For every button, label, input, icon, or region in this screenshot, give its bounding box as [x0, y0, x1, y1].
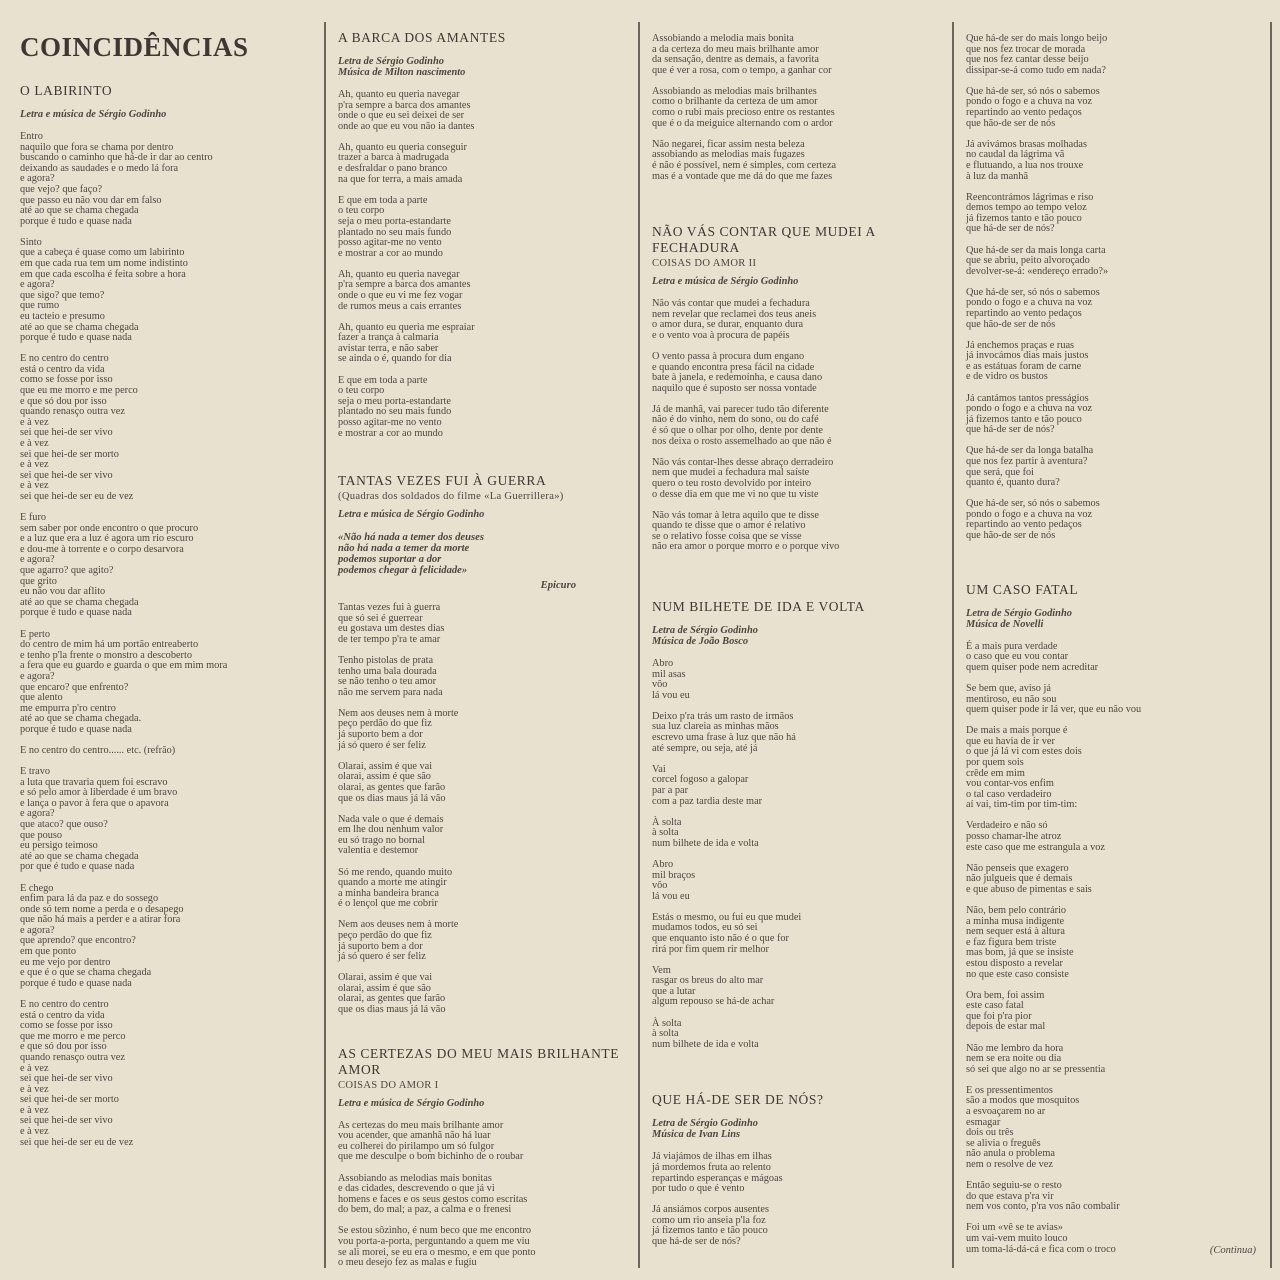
column-4 — [954, 22, 1272, 1268]
stanza: Que há-de ser, só nós o sabemos pondo o fogo e a chuva na voz repartindo ao vento pedaços que hão-de ser de nós — [966, 286, 1100, 330]
stanza: O vento passa à procura dum engano e quando encontra presa fácil na cidade bate à janela, e redemoínha, e causa dano naquilo que é suposto ser nossa vontade — [652, 351, 823, 394]
stanza: Nem aos deuses nem à morte peço perdão do que fiz já suporto bem a dor já só quero é ser feliz — [338, 707, 459, 751]
stanza: Nem aos deuses nem à morte peço perdão do que fiz já suporto bem a dor já só quero é ser feliz — [338, 919, 459, 963]
stanza: Se estou sôzinho, é num beco que me encontro vou porta-a-porta, perguntando a quem me viu se ali morei, se eu era o mesmo, e em que ponto o meu desejo fez as malas e fugiu — [338, 1225, 536, 1268]
song-title: QUE HÁ-DE SER DE NÓS? — [652, 1092, 824, 1108]
stanza: Vai corcel fogoso a galopar par a par com a paz tardia deste mar — [652, 763, 763, 807]
stanza: Não negarei, ficar assim nesta beleza assobiando as melodias mais fugazes é não é possível, nem é simples, com certeza mas é a vontade que me dá do que me fazes — [652, 138, 837, 182]
song-title: A BARCA DOS AMANTES — [338, 30, 506, 45]
epigraph-author: Epicuro — [540, 580, 576, 592]
stanza: Já avivámos brasas molhadas no caudal da lágrima vã e flutuando, a lua nos trouxe à luz da manhã — [966, 138, 1087, 182]
stanza: Abro mil asas vôo lá vou eu — [652, 658, 690, 701]
stanza: Sinto que a cabeça é quase como um labirinto em que cada rua tem um nome indistinto em que cada escolha é feita sobre a hora e agora? que sigo? que temo? que rumo eu tacteio e presumo até ao que se chama chegada porque é tudo e quase nada — [20, 236, 188, 344]
stanza: Já cantámos tantos presságios pondo o fogo e a chuva na voz já fizemos tanto e tão pouco que há-de ser de nós? — [966, 392, 1093, 436]
stanza: Não vás tomar à letra aquilo que te disse quando te disse que o amor é relativo se o relativo fosse coisa que se visse não era amor o porque morro e o porque vivo — [652, 509, 840, 553]
stanza: Verdadeiro e não só posso chamar-lhe atroz este caso que me estrangula a voz — [966, 820, 1105, 853]
song-um-caso-fatal — [966, 582, 1258, 1256]
stanza: E os pressentimentos são a modos que mosquitos a esvoaçarem no ar esmagar dois ou três se alivia o freguês não anula o problema nem o resolve de vez — [966, 1084, 1080, 1170]
song-title: NUM BILHETE DE IDA E VOLTA — [652, 599, 865, 614]
stanza: À solta à solta num bilhete de ida e volta — [652, 816, 759, 849]
stanza: Nada vale o que é demais em lhe dou nenhum valor eu só trago no bornal valentia e destemor — [338, 813, 444, 857]
stanza: Não penseis que exagero não julgueis que é demais e que abuso de pimentas e sais — [966, 862, 1092, 895]
song-subtitle: (Quadras dos soldados do filme «La Guerrillera») — [338, 491, 564, 503]
song-subtitle: COISAS DO AMOR II — [652, 258, 757, 270]
stanza: Já ansiámos corpos ausentes como um rio anseia p'la foz já fizemos tanto e tão pouco que há-de ser de nós? — [652, 1204, 769, 1247]
song-credits: Letra e música de Sérgio Godinho — [652, 276, 799, 288]
song-credits: Letra e música de Sérgio Godinho — [338, 509, 485, 521]
song-num-bilhete — [652, 599, 940, 1050]
stanza: E perto do centro de mim há um portão entreaberto e tenho p'la frente o monstro a descoberto a fera que eu guardo e guarda o que em mim mora e agora? que encaro? que enfrento? que alento me empurra p'ro centro até ao que se chama chegada. porque é tudo e quase nada — [20, 628, 228, 735]
song-que-ha-de-ser-continued — [966, 34, 1258, 542]
stanza: E no centro do centro está o centro da vida como se fosse por isso que me morro e me perco e que só dou por isso quando renasço outra vez e à vez sei que hei-de ser vivo e à vez sei que hei-de ser morto e à vez sei que hei-de ser vivo e à vez sei que hei-de ser eu de vez — [20, 998, 134, 1148]
song-subtitle: COISAS DO AMOR I — [338, 1079, 439, 1091]
song-credits: Letra de Sérgio Godinho Música de Ivan Lins — [652, 1118, 758, 1141]
stanza: E no centro do centro está o centro da vida como se fosse por isso que eu me morro e me perco e que só dou por isso quando renasço outra vez e à vez sei que hei-de ser vivo e à vez sei que hei-de ser morto e à vez sei que hei-de ser vivo e à vez sei que hei-de ser eu de vez — [20, 353, 138, 502]
stanza: Ah, quanto eu queria navegar p'ra sempre a barca dos amantes onde o que eu vi me fez vogar de rumos meus a cais errantes — [338, 268, 471, 312]
stanza: E que em toda a parte o teu corpo seja o meu porta-estandarte plantado no seu mais fundo posso agitar-me no vento e mostrar a cor ao mundo — [338, 194, 452, 259]
song-title: O LABIRINTO — [20, 83, 113, 98]
song-credits: Letra e música de Sérgio Godinho — [338, 1097, 485, 1109]
song-que-ha-de-ser-de-nos — [652, 1092, 940, 1247]
stanza: Que há-de ser da longa batalha que nos fez partir à aventura? que será, que foi quanto é, quanto dura? — [966, 445, 1094, 489]
song-a-barca-dos-amantes — [338, 30, 626, 439]
song-nao-vas-contar — [652, 224, 940, 553]
song-title: TANTAS VEZES FUI À GUERRA — [338, 473, 547, 489]
stanza: Que há-de ser do mais longo beijo que nos fez trocar de morada que nos fez cantar desse beijo dissipar-se-á como tudo em nada? — [966, 33, 1108, 76]
stanza: Só me rendo, quando muito quando a morte me atingir a minha bandeira branca é o lençol que me cobrir — [338, 866, 453, 910]
column-2 — [326, 22, 640, 1268]
column-3 — [640, 22, 954, 1268]
stanza: Que há-de ser, só nós o sabemos pondo o fogo e a chuva na voz repartindo ao vento pedaços que hão-de ser de nós — [966, 498, 1100, 542]
song-credits: Letra de Sérgio Godinho Música de Milton nascimento — [338, 56, 466, 78]
stanza: E que em toda a parte o teu corpo seja o meu porta-estandarte plantado no seu mais fundo posso agitar-me no vento e mostrar a cor ao mundo — [338, 374, 452, 439]
song-as-certezas-continued — [652, 34, 940, 182]
song-credits: Letra de Sérgio Godinho Música de João Bosco — [652, 625, 758, 647]
stanza: Que há-de ser da mais longa carta que se abriu, peito alvoroçado devolver-se-á: «endereço errado?» — [966, 244, 1109, 277]
stanza: Deixo p'ra trás um rasto de irmãos sua luz clareia as minhas mãos escrevo uma frase à luz que não há até sempre, ou seja, até já — [652, 710, 796, 754]
stanza: Estás o mesmo, ou fui eu que mudei mudamos todos, eu só sei que enquanto isto não é o que for rirá por fim quem rir melhor — [652, 911, 802, 955]
stanza: Assobiando as melodias mais brilhantes como o brilhante da certeza de um amor como o rubi mais precioso entre os restantes que é o da meiguice alternando com o ardor — [652, 85, 835, 129]
stanza: E furo sem saber por onde encontro o que procuro e a luz que era a luz é agora um rio escuro e dou-me à torrente e o corpo desarvora e agora? que agarro? que agito? que grito eu não vou dar aflito até ao que se chama chegada porque é tudo e quase nada — [20, 512, 199, 619]
stanza: Que há-de ser, só nós o sabemos pondo o fogo e a chuva na voz repartindo ao vento pedaços que hão-de ser de nós — [966, 85, 1100, 129]
stanza: Foi um «vê se te avias» um vai-vem muito louco um toma-lá-dá-cá e fica com o troco — [966, 1222, 1116, 1255]
stanza: Assobiando a melodia mais bonita a da certeza do meu mais brilhante amor da sensação, dentre as demais, a favorita que é ver a rosa, com o tempo, a ganhar cor — [652, 33, 832, 76]
stanza: Olarai, assim é que vai olarai, assim é que são olarai, as gentes que farão que os dias maus já lá vão — [338, 972, 446, 1016]
song-as-certezas — [338, 1046, 626, 1268]
stanza: É a mais pura verdade o caso que eu vou contar quem quiser pode nem acreditar — [966, 640, 1099, 673]
stanza: Então seguiu-se o resto do que estava p'ra vir nem vos conto, p'ra vos não combalir — [966, 1180, 1120, 1213]
song-tantas-vezes-fui-a-guerra — [338, 473, 626, 1016]
stanza: Já de manhã, vai parecer tudo tão diferente não é do vinho, nem do sono, ou do café é só que o olhar por olho, dente por dente nos deixa o rosto assemelhado ao que não é — [652, 403, 832, 447]
song-title: NÃO VÁS CONTAR QUE MUDEI A FECHADURA — [652, 224, 876, 256]
stanza: Tantas vezes fui à guerra que só sei é guerrear eu gostava um destes dias de ter tempo p'ra te amar — [338, 602, 445, 645]
stanza: Entro naquilo que fora se chama por dentro buscando o caminho que há-de ir dar ao centro deixando as saudades e o medo lá fora e agora? que vejo? que faço? que passo eu não vou dar em falso até ao que se chama chegada porque é tudo e quase nada — [20, 131, 213, 227]
stanza: Ah, quanto eu queria navegar p'ra sempre a barca dos amantes onde o que eu sei deixei de ser onde ao que eu vou não ia dantes — [338, 89, 475, 132]
song-credits: Letra de Sérgio Godinho Música de Novelli — [966, 607, 1072, 630]
stanza: À solta à solta num bilhete de ida e volta — [652, 1017, 759, 1050]
stanza: Ora bem, foi assim este caso fatal que foi p'ra pior depois de estar mal — [966, 989, 1046, 1033]
page-title: COINCIDÊNCIAS — [20, 32, 249, 62]
stanza: Não vás contar que mudei a fechadura nem revelar que reclamei dos teus aneis o amor dura, se durar, enquanto dura e o vento voa à procura de papéis — [652, 298, 817, 341]
continued-note: (Continua) — [1209, 1245, 1256, 1256]
stanza: Já enchemos praças e ruas já invocámos dias mais justos e as estátuas foram de carne e de vidro os bustos — [966, 339, 1089, 383]
song-title: AS CERTEZAS DO MEU MAIS BRILHANTE AMOR — [338, 1045, 620, 1077]
stanza: Tenho pistolas de prata tenho uma bala dourada se não tenho o teu amor não me servem para nada — [338, 655, 443, 698]
stanza: Não vás contar-lhes desse abraço derradeiro nem que mudei a fechadura mal saíste quero o teu rosto devolvido por inteiro o desse dia em que me vi no que tu viste — [652, 456, 834, 500]
stanza: As certezas do meu mais brilhante amor vou acender, que amanhã não há luar eu colherei do pirilampo um só fulgor que me desculpe o bom bichinho de o roubar — [338, 1119, 524, 1163]
stanza: Não me lembro da hora nem se era noite ou dia só sei que algo no ar se pressentia — [966, 1042, 1106, 1075]
stanza: Ah, quanto eu queria conseguir trazer a barca à madrugada e desfraldar o pano branco na que for terra, a mais amada — [338, 141, 467, 185]
stanza: Reencontrámos lágrimas e riso demos tempo ao tempo veloz já fizemos tanto e tão pouco que há-de ser de nós? — [966, 191, 1094, 235]
stanza: Já viajámos de ilhas em ilhas já mordemos fruta ao relento repartindo esperanças e mágoas por tudo o que é vento — [652, 1151, 783, 1195]
stanza: E chego enfim para lá da paz e do sossego onde só tem nome a perda e o desapego que não há mais a perder e a atirar fora e agora? que aprendo? que encontro? em que ponto eu me vejo por dentro e que é o que se chama chegada porque é tudo e quase nada — [20, 882, 184, 989]
stanza: De mais a mais porque é que eu havia de ir ver o que já lá vi com estes dois por quem sois crêde em mim vou contar-vos enfim o tal caso verdadeiro aí vai, tim-tim por tim-tim: — [966, 725, 1082, 811]
column-1 — [8, 22, 326, 1268]
stanza: E no centro do centro...... etc. (refrão) — [20, 744, 176, 756]
stanza: Não, bem pelo contrário a minha musa indigente nem sequer está à altura e faz figura bem triste mas bom, já que se insiste estou disposto a revelar no que este caso consiste — [966, 905, 1074, 980]
stanza: Abro mil braços vôo lá vou eu — [652, 858, 696, 902]
stanza: Vem rasgar os breus do alto mar que a lutar algum repouso se há-de achar — [652, 964, 775, 1008]
stanza: Ah, quanto eu queria me espraiar fazer a trança à calmaria avistar terra, e não saber se ainda o é, quando for dia — [338, 321, 475, 365]
stanza: Se bem que, aviso já mentiroso, eu não sou quem quiser pode ir lá ver, que eu não vou — [966, 682, 1142, 716]
song-o-labirinto — [20, 83, 312, 1148]
song-credits: Letra e música de Sérgio Godinho — [20, 109, 167, 120]
song-title: UM CASO FATAL — [966, 581, 1079, 597]
stanza: E travo a luta que travaria quem foi escravo e só pelo amor à liberdade é um bravo e lança o pavor à fera que o apavora e agora? que ataco? que ouso? que pouso eu persigo teimoso até ao que se chama chegada por que é tudo e quase nada — [20, 766, 178, 873]
stanza: Assobiando as melodias mais bonitas e das cidades, descrevendo o que já vi homens e faces e os seus gestos como escritas do bem, do mal; a paz, a calma e o frenesi — [338, 1172, 528, 1216]
epigraph-quote: «Não há nada a temer dos deuses não há nada a temer da morte podemos suportar a dor podemos chegar à felicidade» — [338, 532, 484, 577]
stanza: Olarai, assim é que vai olarai, assim é que são olarai, as gentes que farão que os dias maus já lá vão — [338, 760, 446, 804]
